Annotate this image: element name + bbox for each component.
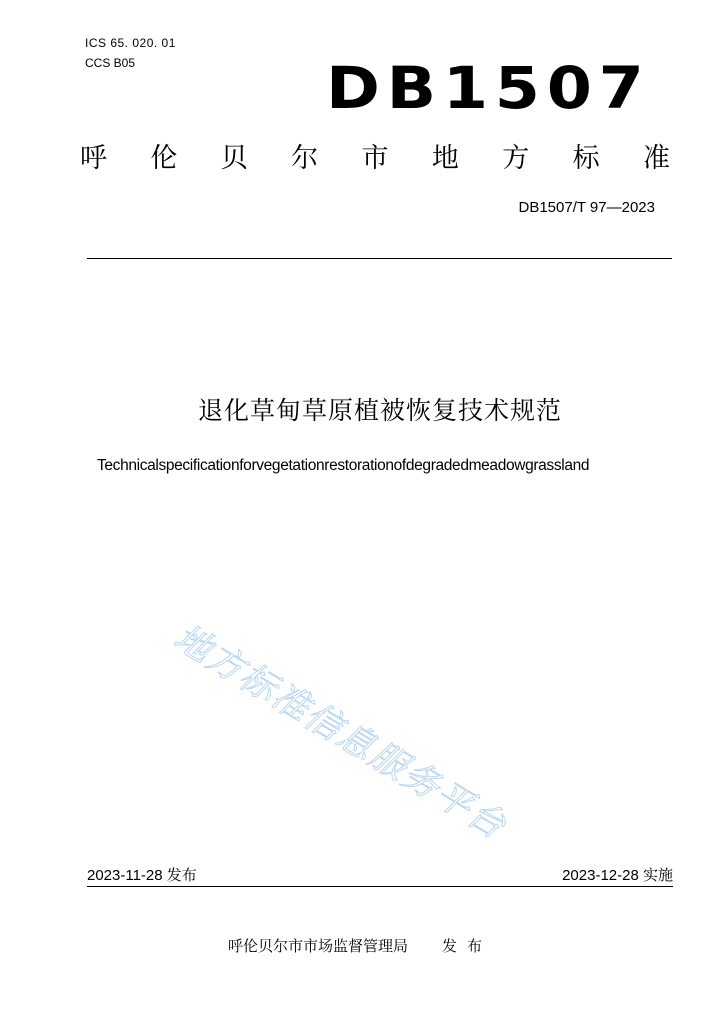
issuer-action: 发布 bbox=[442, 937, 493, 955]
ccs-code: CCS B05 bbox=[85, 56, 136, 70]
standard-type-char: 标 bbox=[572, 143, 600, 174]
standard-type-char: 呼 bbox=[80, 143, 107, 174]
issue-date: 2023-11-28 发布 bbox=[87, 867, 197, 884]
watermark bbox=[166, 590, 626, 850]
issuer-name: 呼伦贝尔市市场监督管理局 bbox=[228, 937, 409, 955]
standard-type-char: 伦 bbox=[150, 143, 178, 174]
standard-type-char: 准 bbox=[643, 143, 670, 174]
standard-type-char: 方 bbox=[502, 143, 530, 174]
footer-divider bbox=[87, 886, 673, 887]
standard-number: DB1507/T 97—2023 bbox=[518, 199, 655, 216]
title-english: Technicalspecificationforvegetationrestorationofdegradedmeadowgrassland bbox=[97, 457, 590, 474]
watermark-text: 地方标准信息服务平台 bbox=[166, 616, 514, 848]
ics-code: ICS 65. 020. 01 bbox=[85, 36, 176, 50]
db-code-logo: DB1507 bbox=[326, 54, 651, 122]
standard-type-char: 市 bbox=[361, 143, 389, 174]
standard-type-char: 尔 bbox=[291, 143, 319, 174]
header-divider bbox=[87, 258, 672, 259]
implementation-date: 2023-12-28 实施 bbox=[562, 867, 673, 884]
title-chinese: 退化草甸草原植被恢复技术规范 bbox=[197, 396, 562, 425]
issuer-line bbox=[228, 936, 492, 956]
standard-type bbox=[80, 143, 670, 175]
standard-type-char: 地 bbox=[431, 143, 459, 174]
standard-type-char: 贝 bbox=[220, 143, 248, 174]
